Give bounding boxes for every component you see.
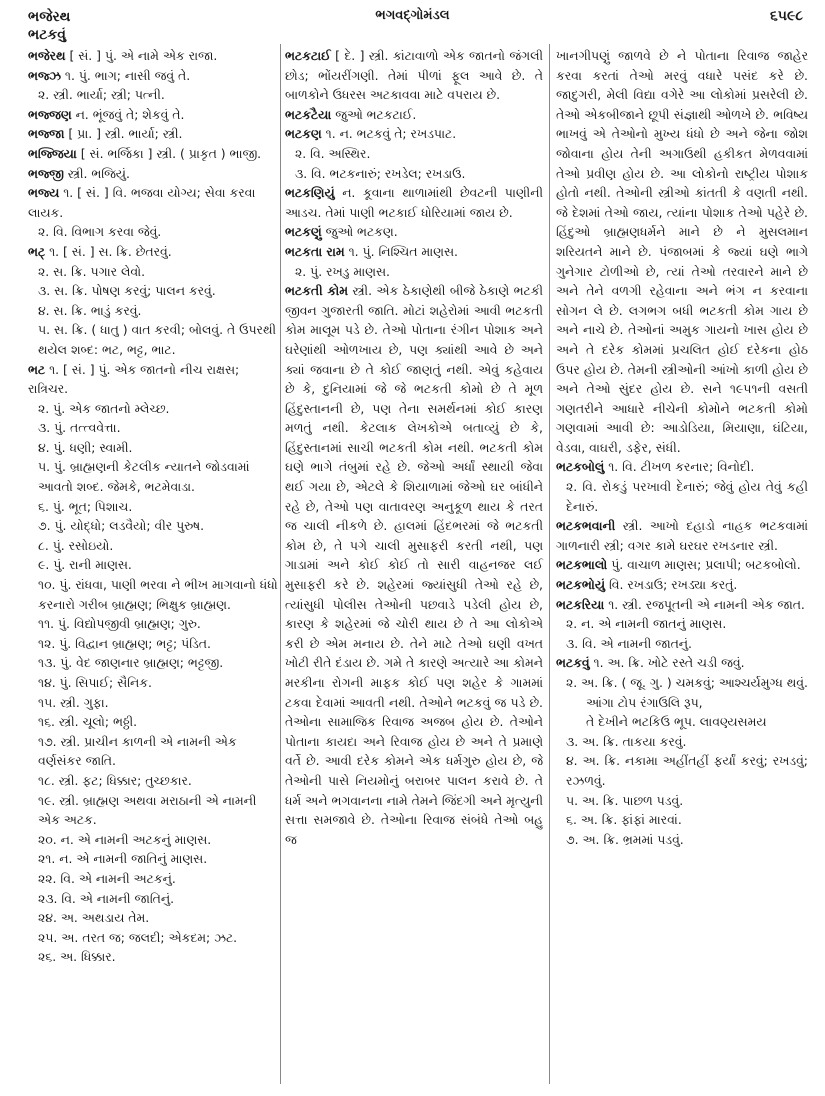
definition-text: ૨. વિ. અસ્થિર. xyxy=(295,145,371,161)
definition-text: ૨૬. અ. ધિક્કાર. xyxy=(38,949,116,965)
headword: ભજ્ય xyxy=(28,185,60,201)
headword: ભટકતી કોમ xyxy=(285,283,348,299)
definition-text: ન. કૂવાના થાળામાંથી છેવટની પાણીની આડચ. તેમાં પાણી ભટકાઈ ધોરિયામાં જાય છે. xyxy=(285,185,543,220)
entry-sense xyxy=(285,144,543,164)
dictionary-entry xyxy=(556,595,808,615)
headword: ભટકણું xyxy=(285,224,322,240)
page-title: ભગવદ્ગોમંડલ xyxy=(375,8,450,23)
definition-text: ૩. સ. ક્રિ. પોષણ કરવું; પાલન કરવું. xyxy=(38,283,216,299)
entry-sense xyxy=(28,693,278,713)
definition-text: [ દે. ] સ્ત્રી. કાંટાવાળો એક જાતનો જંગલી છોડ; ભોંયરીંગણી. તેમાં પીળાં ફૂલ આવે છે. તે બાળકોને ઉધરસ અટકાવવા માટે વપરાય છે. xyxy=(285,48,543,103)
definition-text: ૨. સ. ક્રિ. પગાર લેવો. xyxy=(38,263,146,279)
definition-text: સ્ત્રી. આખો દહાડો નાહક ભટકવામાં ગાળનારી સ્ત્રી; વગર કામે ઘરઘર રખડનાર સ્ત્રી. xyxy=(556,518,808,553)
entry-sense xyxy=(28,673,278,693)
dictionary-entry xyxy=(556,575,808,595)
entry-sense xyxy=(28,320,278,359)
definition-text: ૧. પું. નિશ્ચિત માણસ. xyxy=(344,243,458,259)
definition-text: ૨૨. વિ. એ નામની અટકનું. xyxy=(38,870,176,886)
headword: ભજેરથ xyxy=(28,48,66,63)
column-3 xyxy=(556,46,808,849)
entry-sense xyxy=(28,908,278,928)
entry-sense xyxy=(28,732,278,771)
definition-text: ૧૫. સ્ત્રી. ગુફા. xyxy=(38,694,109,710)
definition-text: ૫. સ. ક્રિ. ( ધાતુ ) વાત કરવી; બોલવું. તે ઉપરથી થયેલ શબ્દ: ભટ, ભટ્ટ, ભાટ. xyxy=(38,322,276,357)
headword: ભટ્ xyxy=(28,243,46,259)
entry-sense xyxy=(28,947,278,967)
definition-text: ૪. પું. ધણી; સ્વામી. xyxy=(38,439,133,455)
definition-text: ૩. વિ. એ નામની જાતનું. xyxy=(566,635,692,651)
entry-sense xyxy=(28,85,278,105)
entry-sense xyxy=(28,653,278,673)
dictionary-entry xyxy=(28,124,278,144)
definition-text: ૨. પું. રખડુ માણસ. xyxy=(295,263,390,279)
headword: ભજ્જા xyxy=(28,126,65,142)
definition-text: [ પ્રા. ] સ્ત્રી. ભાર્યા; સ્ત્રી. xyxy=(64,126,183,142)
dictionary-entry xyxy=(28,105,278,125)
entry-sense xyxy=(28,849,278,869)
entry-sense xyxy=(285,262,543,282)
entry-sense xyxy=(556,634,808,654)
entry-sense xyxy=(556,673,808,693)
headword: ભટકભોયું xyxy=(556,577,606,593)
definition-text: સ્ત્રી. ભજિયું. xyxy=(63,165,130,181)
definition-text: ૨૦. ન. એ નામની અટકનું માણસ. xyxy=(38,831,212,847)
dictionary-entry xyxy=(28,242,278,262)
dictionary-entry xyxy=(285,242,543,262)
headword: ભટકભવાની xyxy=(556,518,616,534)
dictionary-entry xyxy=(285,183,543,222)
headword: ભટકતા રામ xyxy=(285,243,345,259)
entry-sense xyxy=(285,164,543,184)
column-divider xyxy=(549,44,550,1084)
definition-text: ૨૪. અ. અથડાય તેમ. xyxy=(38,910,150,926)
entry-sense xyxy=(28,516,278,536)
entry-sense xyxy=(28,281,278,301)
dictionary-entry xyxy=(285,105,543,125)
entry-sense xyxy=(28,771,278,791)
definition-text: ૧૩. પું. વેદ જાણનાર બ્રાહ્મણ; ભટ્ટજી. xyxy=(38,655,224,671)
entry-sense xyxy=(28,791,278,830)
entry-sense xyxy=(28,575,278,614)
definition-text: ૧. અ. ક્રિ. ખોટે રસ્તે ચડી જવું. xyxy=(589,655,745,671)
entry-sense xyxy=(28,614,278,634)
headword: ભટકવું xyxy=(556,655,590,671)
headword: ભજ્જી xyxy=(28,165,64,181)
column-divider xyxy=(280,44,281,1084)
dictionary-entry xyxy=(556,516,808,555)
entry-sense xyxy=(28,438,278,458)
definition-text: ૩. પું. તત્ત્વવેત્તા. xyxy=(38,420,121,436)
column-2 xyxy=(285,46,543,849)
definition-text: ૬. પું. ભૂત; પિશાચ. xyxy=(38,498,133,514)
definition-text: ૧. [ સં. ] વિ. ભજવા યોગ્ય; સેવા કરવા લાયક. xyxy=(28,185,256,220)
entry-sense xyxy=(28,457,278,496)
headword: ભજ્જણ xyxy=(28,106,72,122)
entry-sense xyxy=(556,830,808,850)
entry-sense xyxy=(556,693,808,713)
definition-text: પું. વાચાળ માણસ; પ્રલાપી; બટકબોલો. xyxy=(607,557,801,573)
dictionary-entry xyxy=(28,46,278,66)
dictionary-entry xyxy=(285,46,543,105)
entry-sense xyxy=(28,536,278,556)
definition-text: ૧. [ સં. ] પું. એક જાતનો નીચ રાક્ષસ; રાત્રિચર. xyxy=(28,361,240,397)
definition-text: ૪. સ. ક્રિ. ભાડું કરવું. xyxy=(38,302,142,318)
entry-sense xyxy=(556,46,808,457)
definition-text: ૧. [ સં. ] સ. ક્રિ. છેતરવું. xyxy=(45,243,172,259)
definition-text: ૮. પું. રસોઇયો. xyxy=(38,537,114,553)
headword: ભટ xyxy=(28,361,46,377)
definition-text: ખાનગીપણું જાળવે છે ને પોતાના રિવાજ જાહેર કરવા કરતાં તેઓ મરવું વધારે પસંદ કરે છે. જાદુગરી, મેલી વિદ્યા વગેરે આ લોકોમાં પ્રસરેલી છે. તેઓ એકબીજાને છૂપી સંજ્ઞાથી ઓળખે છે. ભવિષ્ય ભાખવું એ તેઓનો મુખ્ય ધંધો છે અને જેના જોશ જોવાના હોય તેની અગાઉથી હકીકત મેળવવામાં તેઓ પ્રવીણ હોય છે. આ લોકોનો રાષ્ટ્રીય પોશાક હોતો નથી. તેઓની સ્ત્રીઓ કાંતતી કે વણતી નથી. જે દેશમાં તેઓ જાય, ત્યાંના પોશાક તેઓ પહેરે છે. હિંદુઓ બ્રાહ્મણધર્મને માને છે ને મુસલમાન શરિયતને માને છે. પંજાબમાં કે જ્યાં ઘણે ભાગે ગુનેગાર ટોળીઓ છે, ત્યાં તેઓ તરવારને માને છે અને તેને વળગી રહેવાના અને ભંગ ન કરવાના સોગન લે છે. લગભગ બધી ભટકતી કોમ ગાય છે અને નાચે છે. તેઓનાં અમુક ગાયનો ખાસ હોય છે અને તે દરેક કોમમાં પ્રચલિત હોઈ દરેકના હોઠ ઉપર હોય છે. તેમની સ્ત્રીઓની આંખો કાળી હોય છે અને તેઓ સુંદર હોય છે. સને ૧૯૫૧ની વસતી ગણતરીને આધારે નીચેની કોમોને ભટકતી કોમો ગણવામાં આવી છે: આડોડિયા, મિયાણા, ઘંટિયા, વેડવા, વાઘરી, ડફેર, સંધી. xyxy=(556,48,808,455)
definition-text: ૨. વિ. રોકડું પરખાવી દેનારું; જેવું હોય તેવું કહી દેનારું. xyxy=(566,479,808,514)
definition-text: ૨૧. ન. એ નામની જાતિનું માણસ. xyxy=(38,851,208,867)
definition-text: ૯. પું. રાની માણસ. xyxy=(38,557,132,573)
definition-text: ૫. પું. બ્રાહ્મણની કેટલીક ન્યાતને જોડવામાં આવતો શબ્દ. જેમકે, ભટમેવાડા. xyxy=(38,459,250,495)
entry-sense xyxy=(28,869,278,889)
definition-text: ૪. અ. ક્રિ. નકામા અહીંતહીં ફર્યાં કરવું; રખડવું; રઝળવું. xyxy=(566,753,808,788)
definition-text: ૧૪. પું. સિપાઈ; સૈનિક. xyxy=(38,675,152,690)
entry-sense xyxy=(28,222,278,242)
definition-text: ૧૦. પું. રાંધવા, પાણી ભરવા ને ભીખ માગવાનો ધંધો કરનારો ગરીબ બ્રાહ્મણ; ભિક્ષુક બ્રાહ્મણ. xyxy=(38,577,278,612)
entry-sense xyxy=(556,477,808,516)
entry-sense xyxy=(28,399,278,419)
definition-text: ૧૮. સ્ત્રી. ફટ; ધિક્કાર; તુચ્છકાર. xyxy=(38,772,192,788)
entry-sense xyxy=(28,555,278,575)
dictionary-entry xyxy=(28,183,278,222)
guide-word-last: ભટકવું xyxy=(28,27,66,43)
definition-text: વિ. રખડાઉ; રખડ્યા કરતું. xyxy=(605,577,738,593)
definition-text: ૨. અ. ક્રિ. ( જૂ. ગુ. ) ચમકવું; આશ્ચર્યમુગ્ધ થવું. xyxy=(566,675,808,690)
entry-sense xyxy=(556,732,808,752)
headword: ભટકબોલું xyxy=(556,459,605,475)
definition-text: ૭. પું. યોદ્ધો; લડવૈયો; વીર પુરુષ. xyxy=(38,518,205,534)
dictionary-entry xyxy=(556,653,808,673)
headword: ભટકરિયા xyxy=(556,596,605,612)
headword: ભટકટાઈ xyxy=(285,48,331,63)
entry-sense xyxy=(28,418,278,438)
definition-text: ન. ભૂંજવું તે; શેકવું તે. xyxy=(71,106,185,122)
dictionary-entry xyxy=(28,360,278,399)
definition-text: ૨. પું. એક જાતનો મ્લેચ્છ. xyxy=(38,400,170,416)
headword: ભજ્જિયા xyxy=(28,145,77,161)
entry-sense xyxy=(28,889,278,909)
headword: ભટકભાલો xyxy=(556,557,608,573)
definition-text: ૨૩. વિ. એ નામની જાતિનું. xyxy=(38,890,175,906)
definition-text: આંગા ટોપ રંગાઉલિ રૂપ, xyxy=(586,694,703,710)
definition-text: ૫. અ. ક્રિ. પાછળ પડવું. xyxy=(566,792,684,808)
definition-text: [ સં. ભર્જિકા ] સ્ત્રી. ( પ્રાકૃત ) ભાજી. xyxy=(76,145,262,161)
definition-text: ૭. અ. ક્રિ. ભ્રમમાં પડવું. xyxy=(566,831,684,847)
dictionary-entry xyxy=(28,144,278,164)
headword: ભટકટૈયા xyxy=(285,106,332,122)
definition-text: ૬. અ. ક્રિ. ફાંફાં મારવાં. xyxy=(566,812,682,828)
dictionary-entry xyxy=(556,457,808,477)
definition-text: ૧૨. પું. વિદ્વાન બ્રાહ્મણ; ભટ્ટ; પંડિત. xyxy=(38,635,211,651)
entry-sense xyxy=(28,262,278,282)
definition-text: ૨૫. અ. તરત જ; જલદી; એકદમ; ઝટ. xyxy=(38,929,238,945)
definition-text: ૩. વિ. ભટકનારું; રખડેલ; રખડાઉ. xyxy=(295,165,466,181)
definition-text: સ્ત્રી. એક ઠેકાણેથી બીજે ઠેકાણે ભટકી જીવન ગુજારતી જાતિ. મોટાં શહેરોમાં આવી ભટકતી કોમ માલૂમ પડે છે. તેઓ પોતાના રંગીન પોશાક અને ઘરેણાંથી ઓળખાય છે, પણ ક્યાંથી આવે છે અને ક્યાં જવાના છે તે કોઈ જાણતું નથી. એવું કહેવાય છે કે, દુનિયામાં જે જે ભટકતી કોમો છે તે મૂળ હિંદુસ્તાનની છે, પણ તેના સમર્થનમાં કોઈ કારણ મળતું નથી. કેટલાક લેખકોએ બતાવ્યું છે કે, હિંદુસ્તાનમાં સાચી ભટકતી કોમ નથી. ભટકતી કોમ ઘણે ભાગે તંબુમાં રહે છે. જેઓ અર્ધાં સ્થાયી જેવા થઈ ગયા છે, એટલે કે શિયાળામાં જેઓ ઘર બાંધીને રહે છે, તેઓ પણ વાતાવરણ અનુકૂળ થાય કે તરત જ ચાલી નીકળે છે. હાલમાં હિંદભરમાં જે ભટકતી કોમ છે, તે પગે ચાલી મુસાફરી કરતી નથી, પણ ગાડામાં અને કોઈ કોઈ તો સારી વાહનજર લઈ મુસાફરી કરે છે. શહેરમાં જ્યાંસુધી તેઓ રહે છે, ત્યાંસુધી પોલીસ તેઓની પછવાડે પડેલી હોય છે, કારણ કે શહેરમાં જે ચોરી થાય છે તે આ લોકોએ કરી છે એમ મનાય છે. તેને માટે તેઓ ઘણી વખત ખોટી રીતે દંડાય છે. ગમે તે કારણે અત્યારે આ કોમને મરકીના રોગની માફક કોઈ પણ શહેર કે ગામમાં ટકવા દેવામાં આવતી નથી. તેઓને ભટકવું જ પડે છે. તેઓના સામાજિક રિવાજ અજબ હોય છે. તેઓને પોતાના કાયદા અને રિવાજ હોય છે અને તે પ્રમાણે વર્તે છે. આવી દરેક કોમને એક ધર્મગુરુ હોય છે, જે તેઓની પાસે નિયમોનું બરાબર પાલન કરાવે છે. તે ધર્મ અને ભગવાનના નામે તેમને જિંદગી અને મૃત્યુની સત્તા સમજાવે છે. તેઓના રિવાજ સંબંધે તેઓ બહુ જ xyxy=(285,283,543,847)
definition-text: ૧. સ્ત્રી. રજપૂતની એ નામની એક જાત. xyxy=(604,596,805,612)
headword: ભટકણિયું xyxy=(285,185,335,201)
definition-text: ૧૧. પું. વિદ્યોપજીવી બ્રાહ્મણ; ગુરુ. xyxy=(38,616,201,632)
definition-text: ૧. ન. ભટકવું તે; રખડપાટ. xyxy=(321,126,457,142)
definition-text: ૩. અ. ક્રિ. તાકયા કરવું. xyxy=(566,733,687,749)
definition-text: ૧૭. સ્ત્રી. પ્રાચીન કાળની એ નામની એક વર્ણસંકર જાતિ. xyxy=(38,733,237,769)
entry-sense xyxy=(556,751,808,790)
column-1 xyxy=(28,46,278,967)
entry-sense xyxy=(28,712,278,732)
dictionary-entry xyxy=(28,164,278,184)
entry-sense xyxy=(556,614,808,634)
definition-text: ૨. સ્ત્રી. ભાર્યા; સ્ત્રી; પત્ની. xyxy=(38,87,165,103)
definition-text: ૨. વિ. વિભાગ કરવા જેવું. xyxy=(38,224,162,240)
definition-text: ૧. વિ. ટીખળ કરનાર; વિનોદી. xyxy=(604,459,755,475)
page-number: ૬૫૯૮ xyxy=(769,8,803,24)
dictionary-entry xyxy=(285,124,543,144)
dictionary-entry xyxy=(285,281,543,849)
entry-sense xyxy=(28,830,278,850)
dictionary-entry xyxy=(28,66,278,86)
headword: ભજ્ઝ xyxy=(28,67,61,83)
dictionary-entry xyxy=(556,555,808,575)
definition-text: ૧૯. સ્ત્રી. બ્રાહ્મણ અથવા મરાઠાની એ નામની એક અટક. xyxy=(38,792,257,828)
entry-sense xyxy=(28,634,278,654)
definition-text: ૨. ન. એ નામની જાતનું માણસ. xyxy=(566,616,727,632)
entry-sense xyxy=(556,791,808,811)
entry-sense xyxy=(556,712,808,732)
headword: ભટકણ xyxy=(285,126,322,142)
entry-sense xyxy=(28,497,278,517)
dictionary-entry xyxy=(285,222,543,242)
entry-sense xyxy=(28,928,278,948)
guide-word-first: ભજેરથ xyxy=(28,9,71,25)
definition-text: ૧૬. સ્ત્રી. ચૂલો; ભઠ્ઠી. xyxy=(38,714,138,730)
definition-text: તે દેખીને ભટકિઉ ભૂપ. લાવણ્યસમય xyxy=(586,714,767,730)
entry-sense xyxy=(556,810,808,830)
definition-text: [ સં. ] પું. એ નામે એક રાજા. xyxy=(65,48,218,63)
definition-text: ૧. પું. ભાગ; નાસી જવું તે. xyxy=(60,67,191,83)
definition-text: જુઓ ભટકણ. xyxy=(321,224,398,240)
definition-text: જુઓ ભટકટાઈ. xyxy=(331,106,417,122)
entry-sense xyxy=(28,301,278,321)
